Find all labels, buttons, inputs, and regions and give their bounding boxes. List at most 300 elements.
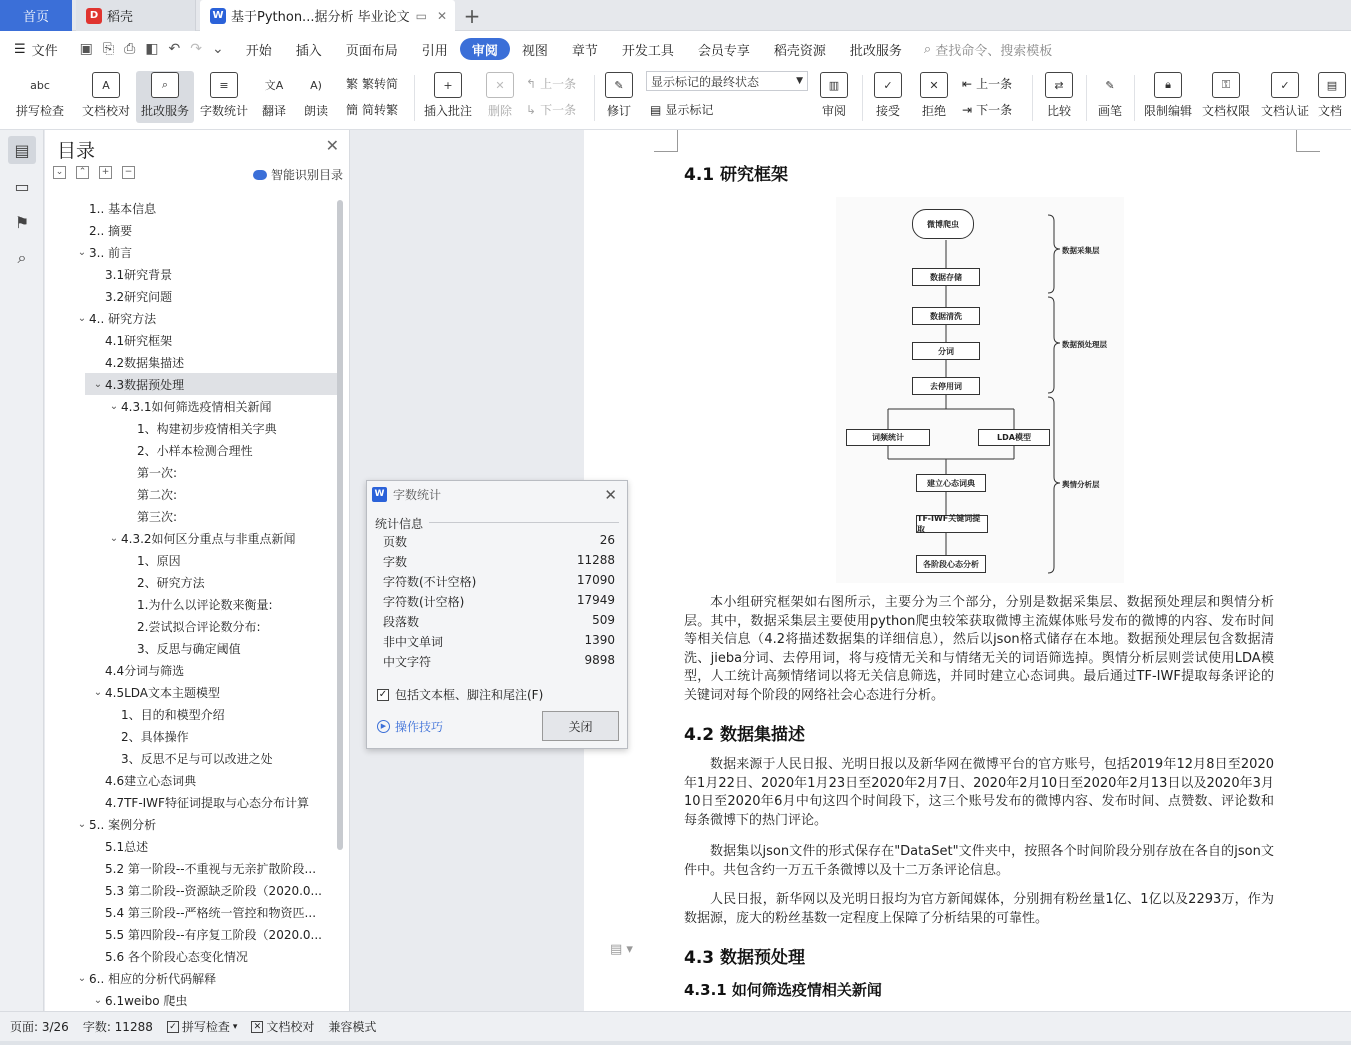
export-pdf-icon[interactable]: ⎘ [102,41,115,57]
toc-item-label: 4.3.1如何筛选疫情相关新闻 [121,399,272,414]
checkbox-checked-icon: ✓ [167,1021,179,1033]
toc-item[interactable] [45,923,337,945]
command-search[interactable] [924,40,1052,59]
pen-button[interactable] [1092,71,1128,123]
file-menu-label: 文件 [31,43,58,59]
doc-cert-label: 文档认证 [1260,104,1309,118]
close-icon[interactable]: ✕ [325,136,339,155]
prev-change-label: 上一条 [976,77,1013,91]
toc-item-label: 1、原因 [137,553,181,568]
paragraph-framework[interactable]: 本小组研究框架如右图所示，主要分为三个部分，分别是数据采集层、数据预处理层和舆情分析层。其中，数据采集层主要使用python爬虫较笨获取微博主流媒体账号发布的微博的内容、发布时间等相关信息（4.2将描述数据集的详细信息），然后以json格式储存在本地。数据预处理层包含数据清洗、jieba分词、去停用词，将与疫情无关和与情绪无关的词语筛选掉。舆情分析层则尝试使用LDA模型，人工统计高频情绪词以将无关信息筛选，并同时建立心态词典。最后通过TF-IWF提取每条评论的关键词对每个阶段的网络社会心态进行分析。 [684,595,1274,703]
menu-developer-label: 开发工具 [621,43,674,59]
compat-mode-label: 兼容模式 [328,1020,377,1034]
toc-item[interactable] [45,637,337,659]
spell-check-toggle[interactable] [167,1018,238,1035]
stat-row [375,633,615,653]
toc-item[interactable] [45,439,337,461]
flow-node-crawler: 微博爬虫 [912,209,974,239]
chevron-down-icon[interactable]: ⌄ [77,818,87,830]
word-count-button[interactable] [196,71,252,123]
toc-item-label: 5.4 第三阶段--严格统一管控和物资匹... [105,905,317,920]
reviewing-pane-button[interactable] [814,71,854,123]
read-aloud-button[interactable] [298,71,334,123]
dialog-header [367,481,627,508]
chevron-down-icon[interactable]: ⌄ [93,378,103,390]
next-comment-label: 下一条 [540,103,577,117]
toc-item[interactable] [45,549,337,571]
page-indicator[interactable]: 页面: 3/26 [10,1020,69,1034]
prev-comment-label: 上一条 [540,77,577,91]
show-markup-label: 显示标记 [665,103,714,117]
dialog-title: 字数统计 [393,488,442,502]
menu-section[interactable] [560,38,610,60]
search-icon: ⌕ [923,41,932,57]
chapter-nav-icon[interactable]: ▭ [14,176,30,196]
toc-item[interactable] [45,835,337,857]
toc-item[interactable] [45,285,337,307]
hamburger-icon: ☰ [14,41,26,57]
toc-item[interactable] [45,219,337,241]
spell-check-status-label: 拼写检查 [181,1020,230,1034]
toc-item[interactable] [45,395,337,417]
menu-daoke-resources-label: 稻壳资源 [773,43,826,59]
doc-cert-icon: ✓ [1271,72,1299,98]
more-icon[interactable]: ⌄ [212,41,224,57]
toc-item[interactable] [45,945,337,967]
close-tab-icon[interactable]: ✕ [436,8,447,23]
toc-item-label: 4.1研究框架 [105,333,173,348]
delete-comment-icon: ✕ [486,72,514,98]
show-markup-button[interactable] [650,101,713,118]
spell-check-button[interactable] [8,71,72,123]
insert-comment-label: 插入批注 [423,104,472,118]
heading-4-3-1[interactable]: 4.3.1 如何筛选疫情相关新闻 [684,981,882,999]
page-corner-mark [1296,130,1320,152]
word-count-icon: ≡ [210,72,238,98]
flow-node-lda: LDA模型 [978,429,1050,446]
doc-proof-button[interactable] [78,71,134,123]
menu-view-label: 视图 [521,43,548,59]
add-heading-icon[interactable]: + [99,166,112,179]
chevron-down-icon: ▼ [796,76,803,86]
review-service-button[interactable] [136,71,194,123]
stat-label: 段落数 [383,615,420,629]
menu-references[interactable] [410,38,460,60]
menu-start[interactable] [234,38,284,60]
stat-row [375,533,615,553]
menu-review-label: 审阅 [471,43,498,59]
close-icon[interactable]: ✕ [604,485,617,504]
next-change-label: 下一条 [976,103,1013,117]
chevron-down-icon[interactable]: ⌄ [77,246,87,258]
framework-flowchart[interactable] [836,197,1124,583]
reject-label: 拒绝 [921,104,946,118]
compare-label: 比较 [1046,104,1071,118]
translate-button[interactable] [254,71,294,123]
compare-icon: ⇄ [1045,72,1073,98]
reject-button[interactable] [914,71,954,123]
toc-item-label: 1.为什么以评论数来衡量: [137,597,273,612]
doc-more-button[interactable] [1318,71,1351,123]
ribbon-divider [1086,75,1087,121]
paragraph-menu-icon[interactable]: ▤ ▾ [610,942,633,957]
menu-member[interactable] [686,38,762,60]
menu-layout[interactable] [334,38,410,60]
tips-label: 操作技巧 [395,720,444,734]
pen-icon: ✎ [1096,72,1124,98]
restrict-edit-button[interactable] [1140,71,1196,123]
flow-node-freq: 词频统计 [846,429,930,446]
accept-icon: ✓ [874,72,902,98]
stat-row [375,573,615,593]
tab-preview-icon[interactable]: ▭ [415,8,427,23]
checkbox-checked-icon: ✓ [378,688,388,700]
toc-item[interactable] [45,307,337,329]
stat-row [375,593,615,613]
show-markup-icon: ▤ [650,102,662,117]
toc-item[interactable] [45,725,337,747]
toc-item[interactable] [45,857,337,879]
toc-item[interactable] [45,989,337,1007]
menu-references-label: 引用 [421,43,448,59]
toc-item[interactable] [45,527,337,549]
accept-label: 接受 [875,104,900,118]
doc-permission-icon: ⚿ [1212,72,1240,98]
stat-label: 字数 [383,555,408,569]
close-button-label: 关闭 [568,719,593,734]
ribbon-divider [862,75,863,121]
remove-heading-icon[interactable]: − [122,166,135,179]
toc-item[interactable] [45,351,337,373]
toc-item-label: 4.3.2如何区分重点与非重点新闻 [121,531,296,546]
trad-to-simp-button[interactable] [346,75,398,92]
toc-item-label: 5.5 第四阶段--有序复工阶段（2020.0... [105,927,322,942]
dialog-divider [429,522,619,523]
stat-value: 11288 [576,553,615,567]
prev-comment-icon: ↰ [526,76,537,91]
new-tab-button[interactable] [460,0,484,31]
markup-state-select[interactable] [646,71,808,91]
proof-icon: A [92,72,120,98]
restrict-edit-label: 限制编辑 [1143,104,1192,118]
toc-toolbar [53,166,135,179]
toc-item[interactable] [45,879,337,901]
doc-cert-button[interactable] [1256,71,1314,123]
stat-label: 字符数(不计空格) [383,575,477,589]
smart-toc-label: 智能识别目录 [270,168,343,182]
print-icon[interactable]: ⎙ [124,41,136,57]
stat-label: 非中文单词 [383,635,444,649]
menu-review-service-label: 批改服务 [849,43,902,59]
toc-item-label: 3.. 前言 [89,245,133,260]
word-count-dialog [366,480,628,749]
trad-to-simp-label: 繁转简 [362,77,399,91]
stat-row [375,653,615,673]
toc-item-label: 2、具体操作 [121,729,189,744]
toc-item-label: 4.4分词与筛选 [105,663,185,678]
toc-item-label: 4.7TF-IWF特征词提取与心态分布计算 [105,795,309,810]
toc-item-label: 5.1总述 [105,839,149,854]
reviewing-pane-icon: ▥ [820,72,848,98]
next-comment-button[interactable] [526,101,576,118]
chevron-down-icon[interactable]: ⌄ [109,400,119,412]
word-count-label: 字数统计 [199,104,248,118]
toc-item[interactable] [45,681,337,703]
command-search-placeholder: 查找命令、搜索模板 [935,43,1053,59]
status-bar [0,1011,1351,1041]
redo-icon[interactable]: ↷ [190,41,203,57]
flow-node-store: 数据存储 [912,268,980,286]
include-textbox-label: 包括文本框、脚注和尾注(F) [395,688,544,702]
tips-link[interactable] [377,718,443,735]
flow-layer-preprocess: 数据预处理层 [1062,340,1107,349]
tab-document[interactable] [200,0,455,31]
heading-4-1[interactable]: 4.1 研究框架 [684,165,789,185]
close-button[interactable] [542,711,619,741]
toc-item[interactable] [45,329,337,351]
toc-item-label: 5.6 各个阶段心态变化情况 [105,949,248,964]
toc-item-label: 6.1weibo 爬虫 [105,993,188,1007]
toc-list [45,197,337,1007]
toc-nav-icon[interactable]: ▤ [8,136,36,164]
plus-icon: + [463,3,481,28]
next-change-button[interactable] [962,101,1012,118]
toc-scrollbar[interactable] [337,200,343,850]
toc-item-label: 1、目的和模型介绍 [121,707,225,722]
pen-label: 画笔 [1097,104,1122,118]
menu-section-label: 章节 [571,43,598,59]
writer-icon: W [372,487,387,502]
toc-item-label: 4.2数据集描述 [105,355,185,370]
include-textbox-checkbox[interactable] [377,686,543,703]
ribbon [0,67,1351,130]
toc-item[interactable] [45,967,337,989]
toc-item[interactable] [85,373,337,395]
review-service-icon: ⌕ [151,72,179,98]
doc-permission-button[interactable] [1198,71,1254,123]
doc-proof-label: 文档校对 [81,104,130,118]
menu-review-service[interactable] [838,38,914,60]
doc-proof-status-label: 文档校对 [266,1020,315,1034]
toc-item[interactable] [45,703,337,725]
ribbon-divider [1032,75,1033,121]
prev-change-icon: ⇤ [962,76,973,91]
file-menu[interactable] [0,38,70,60]
flow-node-clean: 数据清洗 [912,307,980,325]
undo-icon[interactable]: ↶ [168,41,181,57]
menu-layout-label: 页面布局 [345,43,398,59]
flow-node-dist: 各阶段心态分析 [916,555,986,573]
toc-item-label: 第三次: [137,509,178,524]
daoke-icon: D [86,8,102,24]
ribbon-divider [414,75,415,121]
tab-home-label: 首页 [22,10,49,25]
stat-value: 9898 [584,653,615,667]
stat-value: 509 [592,613,615,627]
play-icon: ▶ [377,720,390,733]
toc-item[interactable] [45,197,337,219]
track-changes-button[interactable] [600,71,638,123]
toc-item[interactable] [45,615,337,637]
expand-up-icon[interactable]: ⌃ [76,166,89,179]
next-comment-icon: ↳ [526,102,537,117]
read-aloud-icon: A) [302,72,330,98]
toc-item[interactable] [45,571,337,593]
flow-node-tfiwf: TF-IWF关键词提取 [916,515,988,533]
toc-item-label: 4.3数据预处理 [105,377,185,392]
toc-item-label: 2.尝试拟合评论数分布: [137,619,261,634]
menu-insert[interactable] [284,38,334,60]
toc-item-label: 2.. 摘要 [89,223,133,238]
read-aloud-label: 朗读 [303,104,328,118]
menu-bar [0,31,1351,67]
lock-icon: 🔒︎ [1154,72,1182,98]
accept-button[interactable] [868,71,908,123]
page-corner-mark [654,130,678,152]
toc-item[interactable] [45,813,337,835]
toc-item[interactable] [45,483,337,505]
tab-daoke[interactable] [76,0,196,31]
toc-item-label: 5.2 第一阶段--不重视与无亲扩散阶段... [105,861,317,876]
flow-layer-collect: 数据采集层 [1062,246,1100,255]
stat-value: 1390 [584,633,615,647]
toc-item-label: 3、反思不足与可以改进之处 [121,751,273,766]
toc-item-label: 第一次: [137,465,178,480]
menu-developer[interactable] [610,38,686,60]
toc-item-label: 3.2研究问题 [105,289,173,304]
toc-item[interactable] [45,461,337,483]
proof-status-icon: ✕ [251,1021,263,1033]
stat-label: 页数 [383,535,408,549]
track-changes-icon: ✎ [605,72,633,98]
toc-item[interactable] [45,901,337,923]
toc-item[interactable] [45,659,337,681]
toc-item[interactable] [45,505,337,527]
word-count-indicator[interactable]: 字数: 11288 [82,1020,153,1034]
simp-icon: 簡 [346,103,359,117]
stat-value: 17949 [576,593,615,607]
trad-icon: 繁 [346,77,359,91]
heading-4-2[interactable]: 4.2 数据集描述 [684,725,806,745]
spell-check-label: 拼写检查 [15,104,64,118]
toc-item[interactable] [45,769,337,791]
chevron-down-icon[interactable]: ⌄ [93,686,103,698]
document-page [584,130,1351,1011]
menu-review[interactable] [460,38,510,60]
toc-item-label: 4.. 研究方法 [89,311,157,326]
collapse-all-icon[interactable]: ⌄ [53,166,66,179]
ribbon-divider [594,75,595,121]
toc-item[interactable] [45,593,337,615]
tab-document-label: 基于Python...据分析 毕业论文 [231,10,410,25]
spell-check-icon: abc [26,72,54,98]
translate-label: 翻译 [261,104,286,118]
toc-item[interactable] [45,263,337,285]
review-service-label: 批改服务 [140,104,189,118]
tab-daoke-label: 稻壳 [107,10,134,25]
toc-panel [45,130,350,1011]
insert-comment-button[interactable] [420,71,476,123]
smart-toc-button[interactable] [253,166,343,183]
chevron-down-icon[interactable]: ⌄ [77,312,87,324]
toc-item-label: 1.. 基本信息 [89,201,157,216]
menu-insert-label: 插入 [295,43,322,59]
nav-strip [0,130,44,1011]
bookmark-icon[interactable]: ⚑ [14,212,30,232]
menu-start-label: 开始 [245,43,272,59]
reject-icon: ✕ [920,72,948,98]
prev-comment-button[interactable] [526,75,576,92]
prev-change-button[interactable] [962,75,1012,92]
tab-bar [0,0,1351,31]
toc-item[interactable] [45,791,337,813]
tab-home[interactable] [0,0,72,31]
stat-value: 26 [599,533,615,547]
delete-comment-button[interactable] [480,71,520,123]
menu-member-label: 会员专享 [697,43,750,59]
stat-row [375,613,615,633]
ribbon-divider [1134,75,1135,121]
doc-more-icon: ▤ [1318,72,1346,98]
paragraph-dataset-format[interactable]: 数据集以json文件的形式保存在"DataSet"文件夹中，按照各个时间阶段分别存放在各自的json文件中。共包含约一万五千条微博以及十二万条评论信息。 [684,844,1274,878]
simp-to-trad-button[interactable] [346,101,398,118]
toc-item-label: 第二次: [137,487,178,502]
toc-item-label: 5.3 第二阶段--资源缺乏阶段（2020.0... [105,883,322,898]
delete-comment-label: 删除 [487,104,512,118]
flow-node-stopword: 去停用词 [912,377,980,395]
toc-title: 目录 [57,140,96,162]
toc-item[interactable] [45,241,337,263]
translate-icon: 文A [260,72,288,98]
stat-label: 字符数(计空格) [383,595,465,609]
chevron-down-icon[interactable]: ⌄ [93,994,103,1006]
next-change-icon: ⇥ [962,102,973,117]
toc-item[interactable] [45,747,337,769]
compare-button[interactable] [1038,71,1080,123]
chevron-down-icon[interactable]: ⌄ [109,532,119,544]
simp-to-trad-label: 简转繁 [362,103,399,117]
doc-more-label: 文档 [1318,104,1343,118]
menu-view[interactable] [510,38,560,60]
save-icon[interactable]: ▣ [79,41,93,57]
search-icon[interactable]: ⌕ [17,248,27,267]
menu-daoke-resources[interactable] [762,38,838,60]
comment-icon: + [434,72,462,98]
toc-item-label: 1、构建初步疫情相关字典 [137,421,277,436]
toc-item-label: 3、反思与确定阈值 [137,641,241,656]
flow-node-dict: 建立心态词典 [916,474,986,492]
paragraph-dataset-reliability[interactable]: 人民日报，新华网以及光明日报均为官方新闻媒体，分别拥有粉丝量1亿、1亿以及2293万，作为数据源，庞大的粉丝基数一定程度上保障了分析结果的可靠性。 [684,892,1274,926]
toc-item-label: 2、小样本检测合理性 [137,443,253,458]
stat-label: 中文字符 [383,655,432,669]
flow-node-seg: 分词 [912,342,980,360]
flow-layer-analysis: 舆情分析层 [1062,480,1100,489]
doc-permission-label: 文档权限 [1201,104,1250,118]
toc-item-label: 4.5LDA文本主题模型 [105,685,221,700]
toc-item-label: 5.. 案例分析 [89,817,157,832]
toc-item-label: 3.1研究背景 [105,267,173,282]
paragraph-dataset-source[interactable]: 数据来源于人民日报、光明日报以及新华网在微博平台的官方账号，包括2019年12月8日至2020年1月22日、2020年1月23日至2020年2月7日、2020年2月10日至2020年2月13日以及2020年3月10日至2020年6月中旬这四个时间段下，这三个账号发布的微博内容、发布时间、点赞数、评论数和每条微博下的热门评论。 [684,757,1274,828]
toc-item-label: 6.. 相应的分析代码解释 [89,971,217,986]
chevron-down-icon[interactable]: ⌄ [77,972,87,984]
doc-proof-status[interactable] [251,1018,314,1035]
writer-icon: W [210,8,226,24]
heading-4-3[interactable]: 4.3 数据预处理 [684,948,806,968]
toc-item[interactable] [45,417,337,439]
print-preview-icon[interactable]: ◧ [145,41,159,57]
stat-row [375,553,615,573]
stat-value: 17090 [576,573,615,587]
